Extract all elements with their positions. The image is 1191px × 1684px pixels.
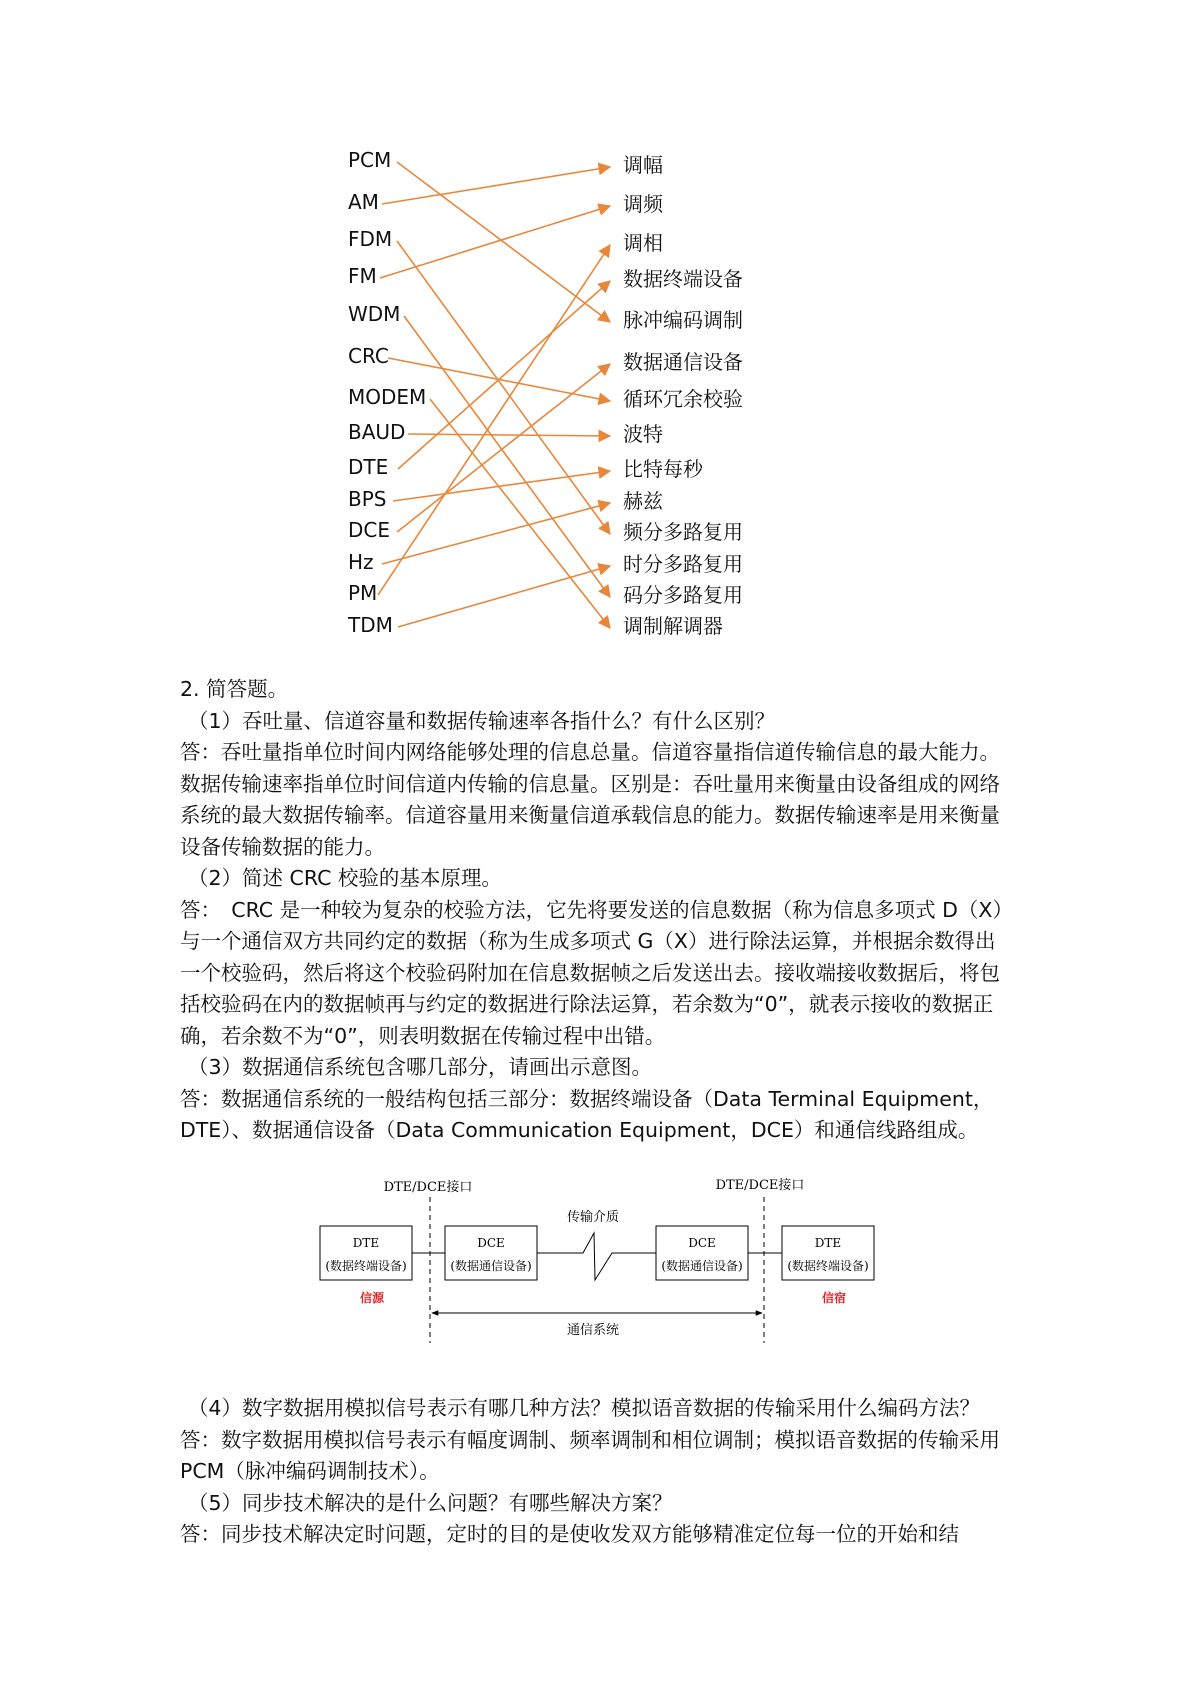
box-subtitle: (数据终端设备) [787,1259,869,1273]
question-3: （3）数据通信系统包含哪几部分，请画出示意图。 [188,1055,653,1079]
match-line-am [382,167,610,204]
match-line-wdm [404,316,610,597]
match-line-dce [397,364,610,532]
box-title: DTE [814,1236,842,1250]
right-term-2: 调频 [623,192,663,216]
answer-5: 答：同步技术解决定时问题，定时的目的是使收发双方能够精准定位每一位的开始和结 [180,1522,959,1546]
left-term-fdm: FDM [348,227,393,251]
dce-box-right [656,1226,748,1280]
medium-label: 传输介质 [566,1210,620,1225]
right-term-4: 数据终端设备 [623,267,743,291]
left-term-fm: FM [348,264,377,288]
right-term-7: 循环冗余校验 [623,387,743,411]
short-answer-section [180,674,1015,1147]
question-5: （5）同步技术解决的是什么问题？有哪些解决方案？ [188,1490,673,1515]
right-term-13: 码分多路复用 [623,583,743,607]
short-answer-section-continued [180,1393,1015,1551]
matching-lines [0,0,1191,660]
source-label: 信源 [359,1291,385,1305]
left-term-bps: BPS [348,487,387,511]
left-term-baud: BAUD [348,420,406,444]
dte-box-left [320,1226,412,1280]
sink-label: 信宿 [821,1291,847,1305]
answer-4: 答：数字数据用模拟信号表示有幅度调制、频率调制和相位调制；模拟语音数据的传输采用 PCM（脉冲编码调制技术）。 [180,1427,1000,1483]
left-term-am: AM [348,190,379,214]
box-subtitle: (数据通信设备) [450,1259,532,1273]
dce-box-left [445,1226,537,1280]
answer-3: 答：数据通信系统的一般结构包括三部分：数据终端设备（Data Terminal Equipment，DTE）、数据通信设备（Data Communication Equipment，DCE）和通信线路组成。 [180,1086,994,1142]
match-line-pm [378,245,610,595]
interface-label-right: DTE/DCE接口 [715,1178,805,1193]
left-term-wdm: WDM [348,302,401,326]
box-subtitle: (数据终端设备) [325,1259,407,1273]
question-2: （2）简述 CRC 校验的基本原理。 [188,866,502,890]
match-line-modem [430,399,610,628]
right-term-10: 赫兹 [623,489,663,513]
right-term-11: 频分多路复用 [623,520,743,544]
match-line-pcm [397,162,610,322]
question-4: （4）数字数据用模拟信号表示有哪几种方法？模拟语音数据的传输采用什么编码方法？ [188,1396,981,1420]
left-term-pm: PM [348,581,378,605]
left-term-dce: DCE [348,518,391,542]
box-title: DCE [477,1236,505,1250]
right-term-6: 数据通信设备 [623,350,743,374]
right-term-1: 调幅 [623,153,663,177]
right-term-3: 调相 [623,231,663,255]
match-line-bps [393,471,610,501]
dte-box-right [782,1226,874,1280]
match-line-fm [380,206,610,278]
left-term-crc: CRC [348,344,389,368]
communication-system-diagram [0,1165,1191,1365]
match-line-dte [398,281,610,469]
right-term-5: 脉冲编码调制 [623,308,743,332]
question-1: （1）吞吐量、信道容量和数据传输速率各指什么？有什么区别？ [188,708,776,733]
right-term-14: 调制解调器 [623,614,723,638]
box-title: DCE [688,1236,716,1250]
match-line-hz [382,503,610,564]
match-line-fdm [397,241,610,534]
section-heading: 2. 简答题。 [180,677,289,701]
right-term-9: 比特每秒 [623,457,703,481]
interface-label-left: DTE/DCE接口 [383,1180,473,1195]
answer-1: 答：吞吐量指单位时间内网络能够处理的信息总量。信道容量指信道传输信息的最大能力。数据传输速率指单位时间信道内传输的信息量。区别是：吞吐量用来衡量由设备组成的网络系统的最大数据传输率。信道容量用来衡量信道承载信息的能力。数据传输速率是用来衡量设备传输数据的能力。 [180,740,1000,859]
transmission-medium-line [537,1233,656,1280]
box-subtitle: (数据通信设备) [661,1259,743,1273]
box-title: DTE [352,1236,380,1250]
system-label: 通信系统 [566,1323,620,1338]
left-term-tdm: TDM [348,613,393,637]
left-term-pcm: PCM [348,148,392,172]
match-line-tdm [398,566,610,627]
left-term-modem: MODEM [348,385,427,409]
left-term-dte: DTE [348,455,389,479]
right-term-8: 波特 [623,422,663,446]
right-term-12: 时分多路复用 [623,552,743,576]
left-term-hz: Hz [348,550,374,574]
answer-2: 答： CRC 是一种较为复杂的校验方法，它先将要发送的信息数据（称为信息多项式 D（X）与一个通信双方共同约定的数据（称为生成多项式 G（X）进行除法运算，并根据余数得出一个校验码，然后将这个校验码附加在信息数据帧之后发送出去。接收端接收数据后，将包括校验码在内的数据帧再与约定的数据进行除法运算，若余数为“0”，就表示接收的数据正确，若余数不为“0”，则表明数据在传输过程中出错。 [180,897,1013,1048]
